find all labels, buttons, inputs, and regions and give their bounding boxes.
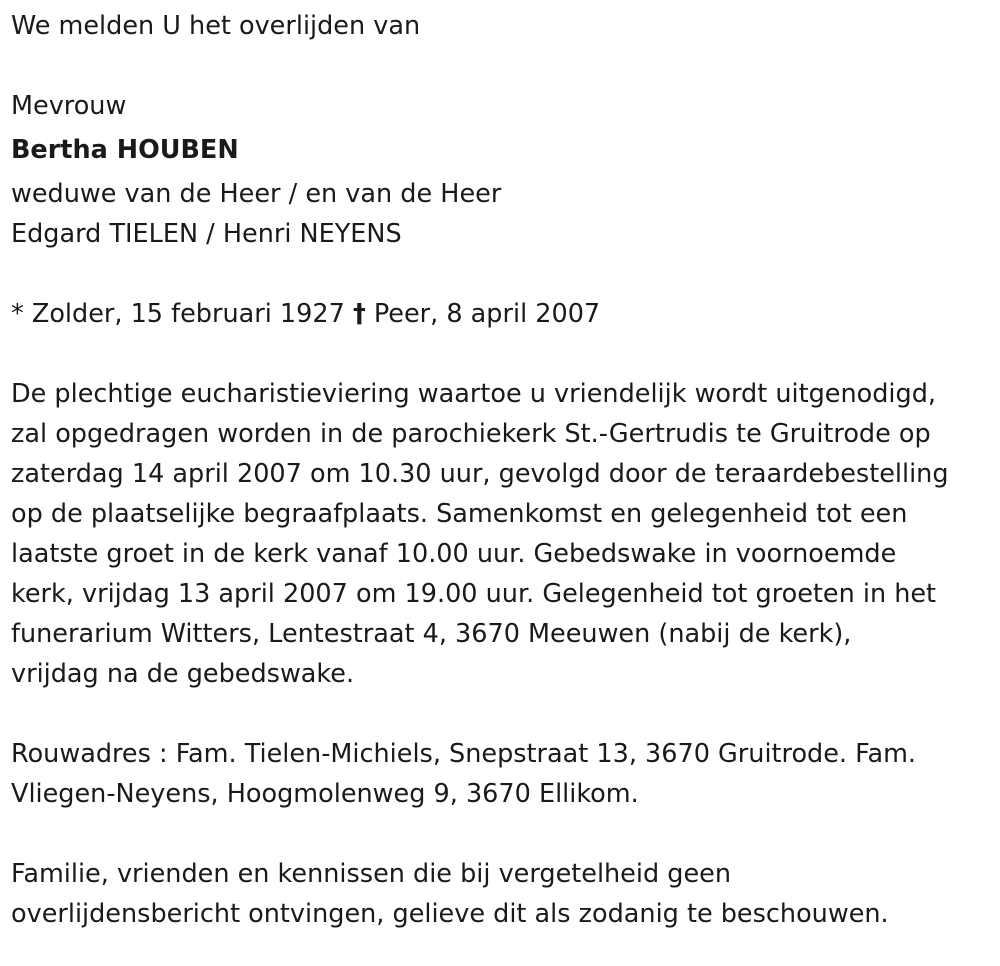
ceremony-line: funerarium Witters, Lentestraat 4, 3670 Meeuwen (nabij de kerk), [11, 619, 852, 649]
ceremony-line: op de plaatselijke begraafplaats. Samenkomst en gelegenheid tot een [11, 499, 908, 529]
widow-of-text: weduwe van de Heer / en van de Heer [11, 179, 502, 209]
birth-mark: * [11, 299, 24, 329]
ceremony-paragraph [11, 374, 991, 694]
address-line: Vliegen-Neyens, Hoogmolenweg 9, 3670 Ellikom. [11, 779, 639, 809]
mourning-address-paragraph [11, 734, 991, 814]
honorific: Mevrouw [11, 91, 127, 121]
death-info: Peer, 8 april 2007 [373, 299, 601, 329]
husbands-names: Edgard TIELEN / Henri NEYENS [11, 219, 402, 249]
death-notice [11, 6, 991, 934]
birth-info: Zolder, 15 februari 1927 [31, 299, 345, 329]
birth-death-dates [11, 294, 991, 334]
ceremony-line: kerk, vrijdag 13 april 2007 om 19.00 uur. Gelegenheid tot groeten in het [11, 579, 937, 609]
cross-icon: † [352, 299, 366, 329]
ceremony-line: zaterdag 14 april 2007 om 10.30 uur, gevolgd door de teraardebestelling [11, 459, 949, 489]
ceremony-line: zal opgedragen worden in de parochiekerk St.-Gertrudis te Gruitrode op [11, 419, 931, 449]
address-line: Rouwadres : Fam. Tielen-Michiels, Snepstraat 13, 3670 Gruitrode. Fam. [11, 739, 917, 769]
closing-paragraph [11, 854, 991, 934]
closing-line: Familie, vrienden en kennissen die bij vergetelheid geen [11, 859, 731, 889]
closing-line: overlijdensbericht ontvingen, gelieve dit als zodanig te beschouwen. [11, 899, 889, 929]
ceremony-line: laatste groet in de kerk vanaf 10.00 uur. Gebedswake in voornoemde [11, 539, 897, 569]
intro-text: We melden U het overlijden van [11, 11, 421, 41]
deceased-name: Bertha HOUBEN [11, 135, 239, 165]
ceremony-line: De plechtige eucharistieviering waartoe u vriendelijk wordt uitgenodigd, [11, 379, 936, 409]
ceremony-line: vrijdag na de gebedswake. [11, 659, 355, 689]
